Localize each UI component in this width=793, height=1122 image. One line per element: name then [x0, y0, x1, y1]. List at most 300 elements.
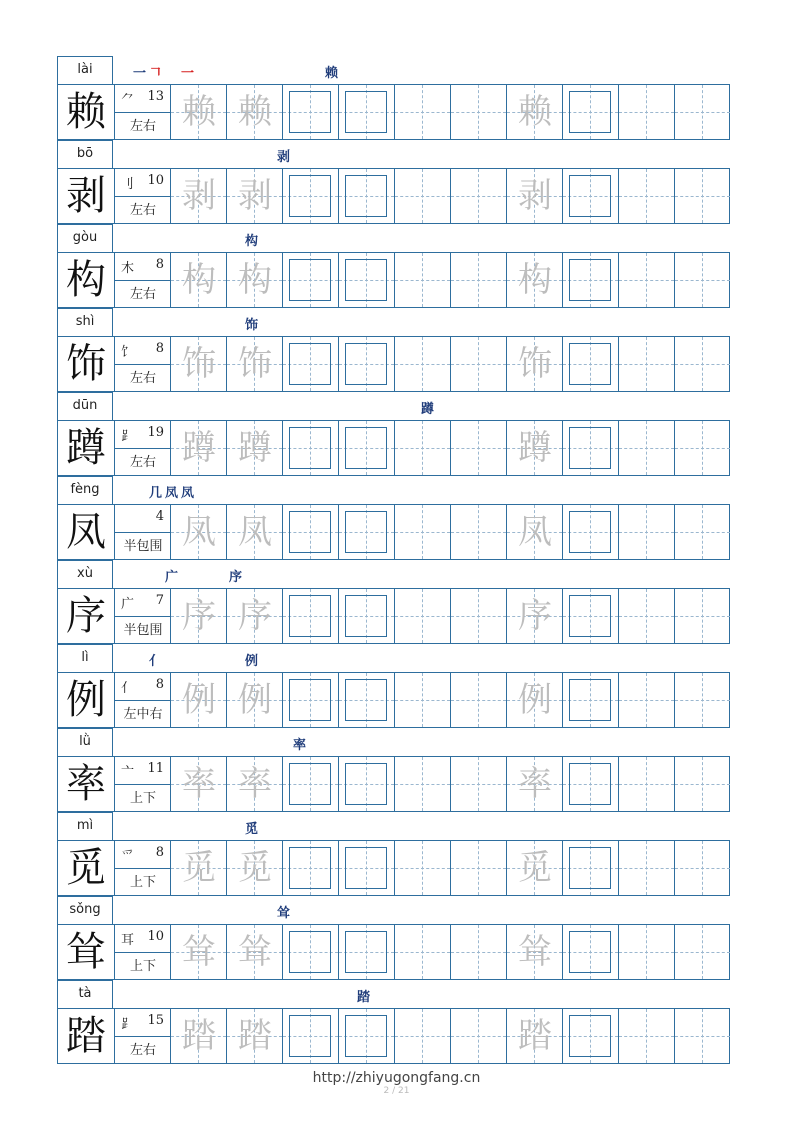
practice-cell — [674, 673, 730, 727]
stroke-step — [293, 734, 309, 753]
guide-line-vertical — [478, 841, 479, 895]
structure-label: 左中右 — [123, 707, 163, 722]
writing-grid-row — [57, 252, 730, 308]
stroke-count: 4 — [155, 509, 164, 524]
guide-line-vertical — [478, 1009, 479, 1063]
guide-line-vertical — [702, 925, 703, 979]
trace-character: 饰 — [182, 344, 216, 384]
stroke-step-new: 𠃍 — [149, 66, 164, 81]
boxed-practice-cell — [562, 841, 618, 895]
character-entry — [57, 812, 730, 896]
practice-cell — [394, 673, 450, 727]
radical: ⻊ — [121, 429, 135, 444]
guide-line-vertical — [478, 169, 479, 223]
model-char-cell — [58, 421, 114, 475]
inner-practice-box — [289, 679, 331, 721]
inner-practice-box — [569, 847, 611, 889]
radical: 亻 — [121, 681, 135, 696]
writing-grid-row — [57, 168, 730, 224]
trace-character: 剥 — [238, 176, 272, 216]
stroke-count: 8 — [155, 257, 164, 272]
stroke-step-base: 觅 — [245, 822, 260, 837]
practice-cell — [674, 337, 730, 391]
inner-practice-box — [289, 427, 331, 469]
boxed-practice-cell — [562, 337, 618, 391]
trace-cell — [506, 421, 562, 475]
writing-grid-row — [57, 756, 730, 812]
writing-grid-row — [57, 840, 730, 896]
boxed-practice-cell — [282, 337, 338, 391]
boxed-practice-cell — [282, 421, 338, 475]
practice-cell — [618, 589, 674, 643]
stroke-step-base: 耸 — [277, 906, 292, 921]
practice-cell — [450, 253, 506, 307]
model-character: 耸 — [66, 929, 106, 975]
practice-cell — [394, 505, 450, 559]
guide-line-vertical — [422, 925, 423, 979]
guide-line-vertical — [702, 505, 703, 559]
stroke-order — [133, 398, 437, 418]
stroke-step — [181, 482, 197, 501]
stroke-step-base: 几 — [149, 486, 164, 501]
guide-line-vertical — [646, 85, 647, 139]
guide-line-vertical — [422, 337, 423, 391]
practice-sheet — [57, 56, 730, 1064]
model-char-cell — [58, 673, 114, 727]
boxed-practice-cell — [562, 505, 618, 559]
stroke-step — [149, 650, 165, 669]
inner-practice-box — [569, 91, 611, 133]
trace-cell — [170, 1009, 226, 1063]
boxed-practice-cell — [338, 337, 394, 391]
guide-line-vertical — [702, 253, 703, 307]
stroke-step — [229, 566, 245, 585]
stroke-step — [149, 62, 165, 81]
practice-cell — [394, 337, 450, 391]
trace-character: 饰 — [518, 344, 552, 384]
practice-cell — [450, 421, 506, 475]
trace-character: 例 — [518, 680, 552, 720]
stroke-step — [245, 230, 261, 249]
inner-practice-box — [289, 259, 331, 301]
guide-line-vertical — [646, 337, 647, 391]
stroke-step-base: 亻 — [149, 654, 164, 669]
guide-line-vertical — [646, 505, 647, 559]
stroke-order — [133, 818, 261, 838]
trace-character: 凤 — [518, 512, 552, 552]
practice-cell — [394, 169, 450, 223]
inner-practice-box — [289, 343, 331, 385]
stroke-step — [165, 566, 181, 585]
trace-cell — [506, 1009, 562, 1063]
pinyin-label: shì — [57, 308, 113, 336]
trace-cell — [226, 505, 282, 559]
practice-cell — [450, 169, 506, 223]
trace-cell — [226, 421, 282, 475]
structure-label: 半包围 — [123, 623, 163, 638]
trace-character: 率 — [518, 764, 552, 804]
practice-cell — [394, 925, 450, 979]
model-character: 构 — [66, 257, 106, 303]
trace-character: 率 — [238, 764, 272, 804]
guide-line-vertical — [702, 421, 703, 475]
trace-character: 剥 — [518, 176, 552, 216]
practice-cell — [618, 85, 674, 139]
guide-line-vertical — [702, 1009, 703, 1063]
inner-practice-box — [569, 931, 611, 973]
radical: 广 — [121, 597, 135, 612]
practice-cell — [674, 757, 730, 811]
radical: 木 — [121, 261, 135, 276]
inner-practice-box — [345, 91, 387, 133]
stroke-count: 19 — [147, 425, 164, 440]
stroke-step-base: 蹲 — [421, 402, 436, 417]
stroke-step — [181, 62, 197, 81]
trace-cell — [226, 925, 282, 979]
model-character: 剥 — [66, 173, 106, 219]
structure-label: 左右 — [129, 119, 156, 134]
stroke-step-base: 例 — [245, 654, 260, 669]
trace-character: 耸 — [182, 932, 216, 972]
guide-line-vertical — [422, 841, 423, 895]
stroke-step-base: 序 — [229, 570, 244, 585]
stroke-count: 10 — [147, 929, 164, 944]
char-info-cell — [114, 673, 170, 727]
model-char-cell — [58, 841, 114, 895]
inner-practice-box — [569, 175, 611, 217]
character-entry — [57, 392, 730, 476]
inner-practice-box — [345, 763, 387, 805]
trace-character: 构 — [182, 260, 216, 300]
writing-grid-row — [57, 84, 730, 140]
inner-practice-box — [289, 931, 331, 973]
guide-line-vertical — [646, 757, 647, 811]
writing-grid-row — [57, 924, 730, 980]
footer-url: http://zhiyugongfang.cn — [312, 1070, 481, 1086]
char-info-cell — [114, 925, 170, 979]
pinyin-label: gòu — [57, 224, 113, 252]
guide-line-vertical — [422, 505, 423, 559]
stroke-step — [245, 314, 261, 333]
practice-cell — [450, 589, 506, 643]
inner-practice-box — [569, 1015, 611, 1057]
practice-cell — [450, 925, 506, 979]
practice-cell — [394, 1009, 450, 1063]
inner-practice-box — [569, 679, 611, 721]
boxed-practice-cell — [282, 1009, 338, 1063]
pinyin-label: sǒng — [57, 896, 113, 924]
trace-cell — [506, 253, 562, 307]
guide-line-vertical — [646, 253, 647, 307]
stroke-count: 7 — [155, 593, 164, 608]
stroke-step-base: 剥 — [277, 150, 292, 165]
trace-cell — [506, 673, 562, 727]
structure-label: 半包围 — [123, 539, 163, 554]
model-char-cell — [58, 169, 114, 223]
radical: 爫 — [121, 849, 135, 864]
practice-cell — [450, 505, 506, 559]
inner-practice-box — [289, 595, 331, 637]
practice-cell — [674, 421, 730, 475]
stroke-step-base: 一 — [133, 66, 148, 81]
inner-practice-box — [345, 595, 387, 637]
guide-line-vertical — [422, 1009, 423, 1063]
boxed-practice-cell — [562, 673, 618, 727]
practice-cell — [394, 757, 450, 811]
trace-character: 凤 — [238, 512, 272, 552]
guide-line-vertical — [702, 841, 703, 895]
boxed-practice-cell — [282, 253, 338, 307]
practice-cell — [674, 169, 730, 223]
stroke-step — [277, 146, 293, 165]
practice-cell — [618, 169, 674, 223]
practice-cell — [618, 841, 674, 895]
trace-cell — [506, 841, 562, 895]
trace-character: 觅 — [238, 848, 272, 888]
inner-practice-box — [345, 511, 387, 553]
inner-practice-box — [569, 511, 611, 553]
character-entry — [57, 308, 730, 392]
trace-cell — [170, 253, 226, 307]
inner-practice-box — [569, 343, 611, 385]
trace-cell — [170, 505, 226, 559]
stroke-order — [133, 314, 261, 334]
practice-cell — [394, 421, 450, 475]
boxed-practice-cell — [282, 169, 338, 223]
char-info-cell — [114, 169, 170, 223]
guide-line-vertical — [646, 673, 647, 727]
boxed-practice-cell — [282, 673, 338, 727]
trace-character: 踏 — [518, 1016, 552, 1056]
inner-practice-box — [345, 931, 387, 973]
writing-grid-row — [57, 672, 730, 728]
practice-cell — [394, 253, 450, 307]
structure-label: 上下 — [129, 791, 156, 806]
stroke-step-base: 凤 — [165, 486, 180, 501]
guide-line-vertical — [646, 589, 647, 643]
trace-character: 序 — [182, 596, 216, 636]
stroke-order — [133, 482, 197, 502]
trace-cell — [226, 1009, 282, 1063]
trace-cell — [226, 253, 282, 307]
inner-practice-box — [345, 259, 387, 301]
inner-practice-box — [569, 595, 611, 637]
char-info-cell — [114, 1009, 170, 1063]
stroke-step — [325, 62, 341, 81]
structure-label: 左右 — [129, 287, 156, 302]
boxed-practice-cell — [562, 925, 618, 979]
stroke-count: 8 — [155, 341, 164, 356]
model-character: 饰 — [66, 341, 106, 387]
pinyin-label: lài — [57, 56, 113, 84]
radical: 饣 — [121, 345, 135, 360]
char-info-cell — [114, 841, 170, 895]
practice-cell — [618, 1009, 674, 1063]
model-character: 赖 — [66, 89, 106, 135]
char-info-cell — [114, 85, 170, 139]
inner-practice-box — [289, 1015, 331, 1057]
practice-cell — [618, 757, 674, 811]
inner-practice-box — [345, 847, 387, 889]
model-character: 序 — [66, 593, 106, 639]
pinyin-label: fèng — [57, 476, 113, 504]
stroke-step-base: 凤 — [181, 486, 196, 501]
trace-character: 蹲 — [518, 428, 552, 468]
inner-practice-box — [569, 763, 611, 805]
trace-cell — [226, 673, 282, 727]
guide-line-vertical — [422, 757, 423, 811]
guide-line-vertical — [702, 85, 703, 139]
model-character: 觅 — [66, 845, 106, 891]
trace-character: 例 — [182, 680, 216, 720]
trace-cell — [170, 841, 226, 895]
char-info-cell — [114, 421, 170, 475]
practice-cell — [450, 85, 506, 139]
pinyin-label: lǜ — [57, 728, 113, 756]
practice-cell — [394, 589, 450, 643]
boxed-practice-cell — [338, 1009, 394, 1063]
radical: 亠 — [121, 765, 135, 780]
practice-cell — [674, 841, 730, 895]
trace-cell — [506, 757, 562, 811]
practice-cell — [450, 337, 506, 391]
guide-line-vertical — [478, 337, 479, 391]
trace-cell — [506, 925, 562, 979]
stroke-count: 8 — [155, 677, 164, 692]
boxed-practice-cell — [338, 757, 394, 811]
model-char-cell — [58, 589, 114, 643]
inner-practice-box — [345, 175, 387, 217]
stroke-step — [149, 482, 165, 501]
char-info-cell — [114, 337, 170, 391]
stroke-step-base: 赖 — [325, 66, 340, 81]
boxed-practice-cell — [338, 169, 394, 223]
practice-cell — [394, 841, 450, 895]
boxed-practice-cell — [562, 589, 618, 643]
guide-line-vertical — [702, 673, 703, 727]
model-character: 蹲 — [66, 425, 106, 471]
guide-line-vertical — [478, 85, 479, 139]
writing-grid-row — [57, 588, 730, 644]
stroke-step — [133, 62, 149, 81]
inner-practice-box — [569, 259, 611, 301]
pinyin-label: dūn — [57, 392, 113, 420]
character-entry — [57, 560, 730, 644]
practice-cell — [674, 925, 730, 979]
boxed-practice-cell — [338, 841, 394, 895]
trace-character: 序 — [518, 596, 552, 636]
boxed-practice-cell — [282, 589, 338, 643]
character-entry — [57, 728, 730, 812]
inner-practice-box — [289, 175, 331, 217]
stroke-step — [357, 986, 373, 1005]
boxed-practice-cell — [338, 925, 394, 979]
stroke-step-base: 踏 — [357, 990, 372, 1005]
practice-cell — [450, 757, 506, 811]
character-entry — [57, 644, 730, 728]
trace-character: 踏 — [182, 1016, 216, 1056]
boxed-practice-cell — [562, 757, 618, 811]
stroke-order — [133, 230, 261, 250]
stroke-count: 8 — [155, 845, 164, 860]
boxed-practice-cell — [282, 925, 338, 979]
stroke-step — [421, 398, 437, 417]
guide-line-vertical — [646, 925, 647, 979]
guide-line-vertical — [646, 841, 647, 895]
stroke-order — [133, 650, 261, 670]
stroke-count: 11 — [147, 761, 164, 776]
trace-character: 赖 — [238, 92, 272, 132]
guide-line-vertical — [478, 757, 479, 811]
inner-practice-box — [345, 427, 387, 469]
trace-cell — [506, 337, 562, 391]
model-char-cell — [58, 253, 114, 307]
inner-practice-box — [289, 91, 331, 133]
trace-cell — [226, 337, 282, 391]
boxed-practice-cell — [282, 505, 338, 559]
trace-cell — [506, 169, 562, 223]
inner-practice-box — [289, 763, 331, 805]
model-character: 凤 — [66, 509, 106, 555]
trace-character: 耸 — [238, 932, 272, 972]
char-info-cell — [114, 757, 170, 811]
trace-cell — [170, 169, 226, 223]
model-char-cell — [58, 85, 114, 139]
guide-line-vertical — [478, 589, 479, 643]
practice-cell — [618, 421, 674, 475]
trace-cell — [170, 589, 226, 643]
trace-cell — [170, 757, 226, 811]
structure-label: 左右 — [129, 371, 156, 386]
pinyin-label: bō — [57, 140, 113, 168]
model-character: 率 — [66, 761, 106, 807]
guide-line-vertical — [422, 253, 423, 307]
trace-character: 饰 — [238, 344, 272, 384]
char-info-cell — [114, 589, 170, 643]
radical: ⻊ — [121, 1017, 135, 1032]
trace-character: 觅 — [518, 848, 552, 888]
guide-line-vertical — [702, 757, 703, 811]
practice-cell — [674, 1009, 730, 1063]
trace-cell — [506, 589, 562, 643]
guide-line-vertical — [702, 169, 703, 223]
practice-cell — [450, 841, 506, 895]
boxed-practice-cell — [338, 589, 394, 643]
stroke-count: 13 — [147, 89, 164, 104]
practice-cell — [674, 589, 730, 643]
stroke-step — [165, 482, 181, 501]
guide-line-vertical — [478, 925, 479, 979]
trace-character: 例 — [238, 680, 272, 720]
guide-line-vertical — [422, 421, 423, 475]
boxed-practice-cell — [338, 673, 394, 727]
inner-practice-box — [345, 679, 387, 721]
practice-cell — [674, 253, 730, 307]
stroke-step — [245, 650, 261, 669]
boxed-practice-cell — [562, 253, 618, 307]
model-char-cell — [58, 1009, 114, 1063]
pinyin-label: lì — [57, 644, 113, 672]
boxed-practice-cell — [562, 421, 618, 475]
practice-cell — [394, 85, 450, 139]
trace-cell — [226, 169, 282, 223]
guide-line-vertical — [646, 421, 647, 475]
writing-grid-row — [57, 1008, 730, 1064]
guide-line-vertical — [702, 337, 703, 391]
trace-cell — [226, 841, 282, 895]
character-entry — [57, 56, 730, 140]
boxed-practice-cell — [562, 85, 618, 139]
